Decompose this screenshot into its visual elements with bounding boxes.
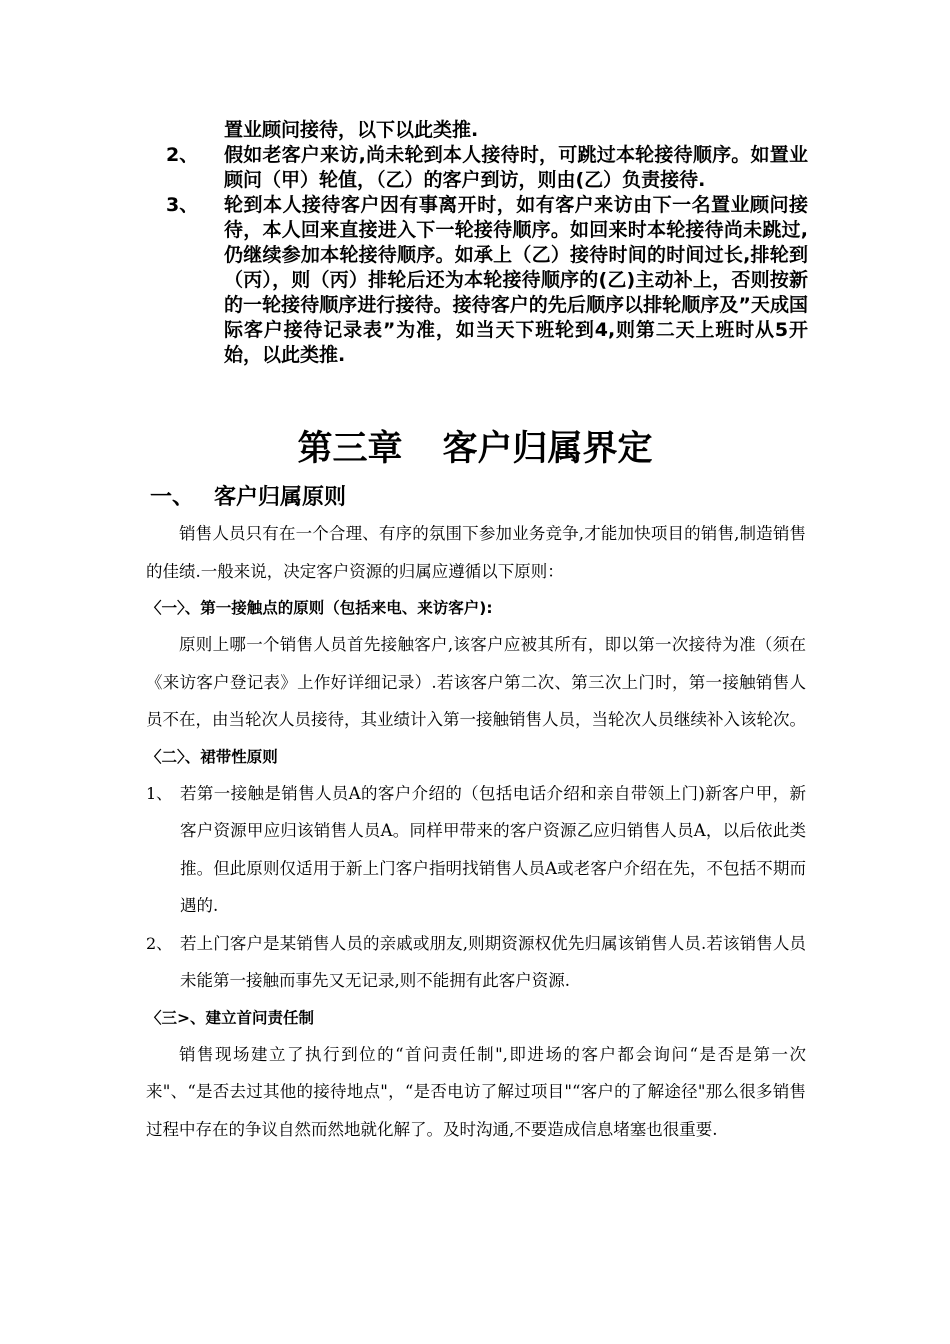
list-item bbox=[146, 775, 806, 925]
list-number: 2、 bbox=[166, 144, 199, 166]
section-number: 一、 bbox=[150, 485, 195, 510]
list-text: 轮到本人接待客户因有事离开时，如有客户来访由下一名置业顾问接待，本人回来直接进入下一轮接待顺序。如回来时本轮接待尚未跳过,仍继续参加本轮接待顺序。如承上（乙）接待时间的时间过长,排轮到（丙），则（丙）排轮后还为本轮接待顺序的(乙)主动补上，否则按新的一轮接待顺序进行接待。接待客户的先后顺序以排轮顺序及”天成国际客户接待记录表”为准，如当天下班轮到4,则第二天上班时从5开始，以此类推. bbox=[224, 194, 808, 366]
list-item bbox=[146, 925, 806, 1000]
paragraph: 销售现场建立了执行到位的“首问责任制",即进场的客户都会询问“是否是第一次来"、“是否去过其他的接待地点"，“是否电访了解过项目"“客户的了解途径"那么很多销售过程中存在的争议自然而然地就化解了。及时沟通,不要造成信息堵塞也很重要. bbox=[146, 1044, 806, 1139]
chapter-heading bbox=[0, 424, 950, 474]
list-item bbox=[0, 193, 950, 368]
paragraph: 原则上哪一个销售人员首先接触客户,该客户应被其所有，即以第一次接待为准（须在《来访客户登记表》上作好详细记录）.若该客户第二次、第三次上门时，第一接触销售人员不在，由当轮次人员接待，其业绩计入第一接触销售人员，当轮次人员继续补入该轮次。 bbox=[146, 635, 806, 729]
subsection-heading: 〈一〉、第一接触点的原则（包括来电、来访客户): bbox=[146, 599, 493, 617]
section-title: 客户归属原则 bbox=[214, 485, 347, 510]
list-item bbox=[0, 118, 950, 143]
list-number: 1、 bbox=[146, 783, 173, 803]
list-text: 若上门客户是某销售人员的亲戚或朋友,则期资源权优先归属该销售人员.若该销售人员未能第一接触而事先又无记录,则不能拥有此客户资源. bbox=[180, 933, 806, 990]
subsection-heading: 〈三>、建立首问责任制 bbox=[146, 1008, 314, 1027]
intro-paragraph: 销售人员只有在一个合理、有序的氛围下参加业务竞争,才能加快项目的销售,制造销售的佳绩.一般来说，决定客户资源的归属应遵循以下原则： bbox=[146, 524, 806, 581]
subsection-heading: 〈二〉、裙带性原则 bbox=[146, 747, 278, 766]
chapter-title: 客户归属界定 bbox=[442, 429, 653, 469]
list-number: 2、 bbox=[146, 933, 173, 953]
list-item bbox=[0, 143, 950, 193]
list-number: 3、 bbox=[166, 194, 199, 216]
section-heading bbox=[150, 482, 346, 514]
reception-rules-list bbox=[0, 118, 950, 368]
list-text: 置业顾问接待，以下以此类推. bbox=[224, 119, 479, 141]
section-body bbox=[146, 515, 806, 1148]
list-text: 假如老客户来访,尚未轮到本人接待时，可跳过本轮接待顺序。如置业顾问（甲）轮值，（乙）的客户到访，则由(乙）负责接待. bbox=[224, 144, 808, 191]
chapter-label: 第三章 bbox=[297, 429, 403, 469]
list-text: 若第一接触是销售人员A的客户介绍的（包括电话介绍和亲自带领上门)新客户甲，新客户资源甲应归该销售人员A。同样甲带来的客户资源乙应归销售人员A，以后依此类推。但此原则仅适用于新上门客户指明找销售人员A或老客户介绍在先，不包括不期而遇的. bbox=[180, 783, 806, 915]
